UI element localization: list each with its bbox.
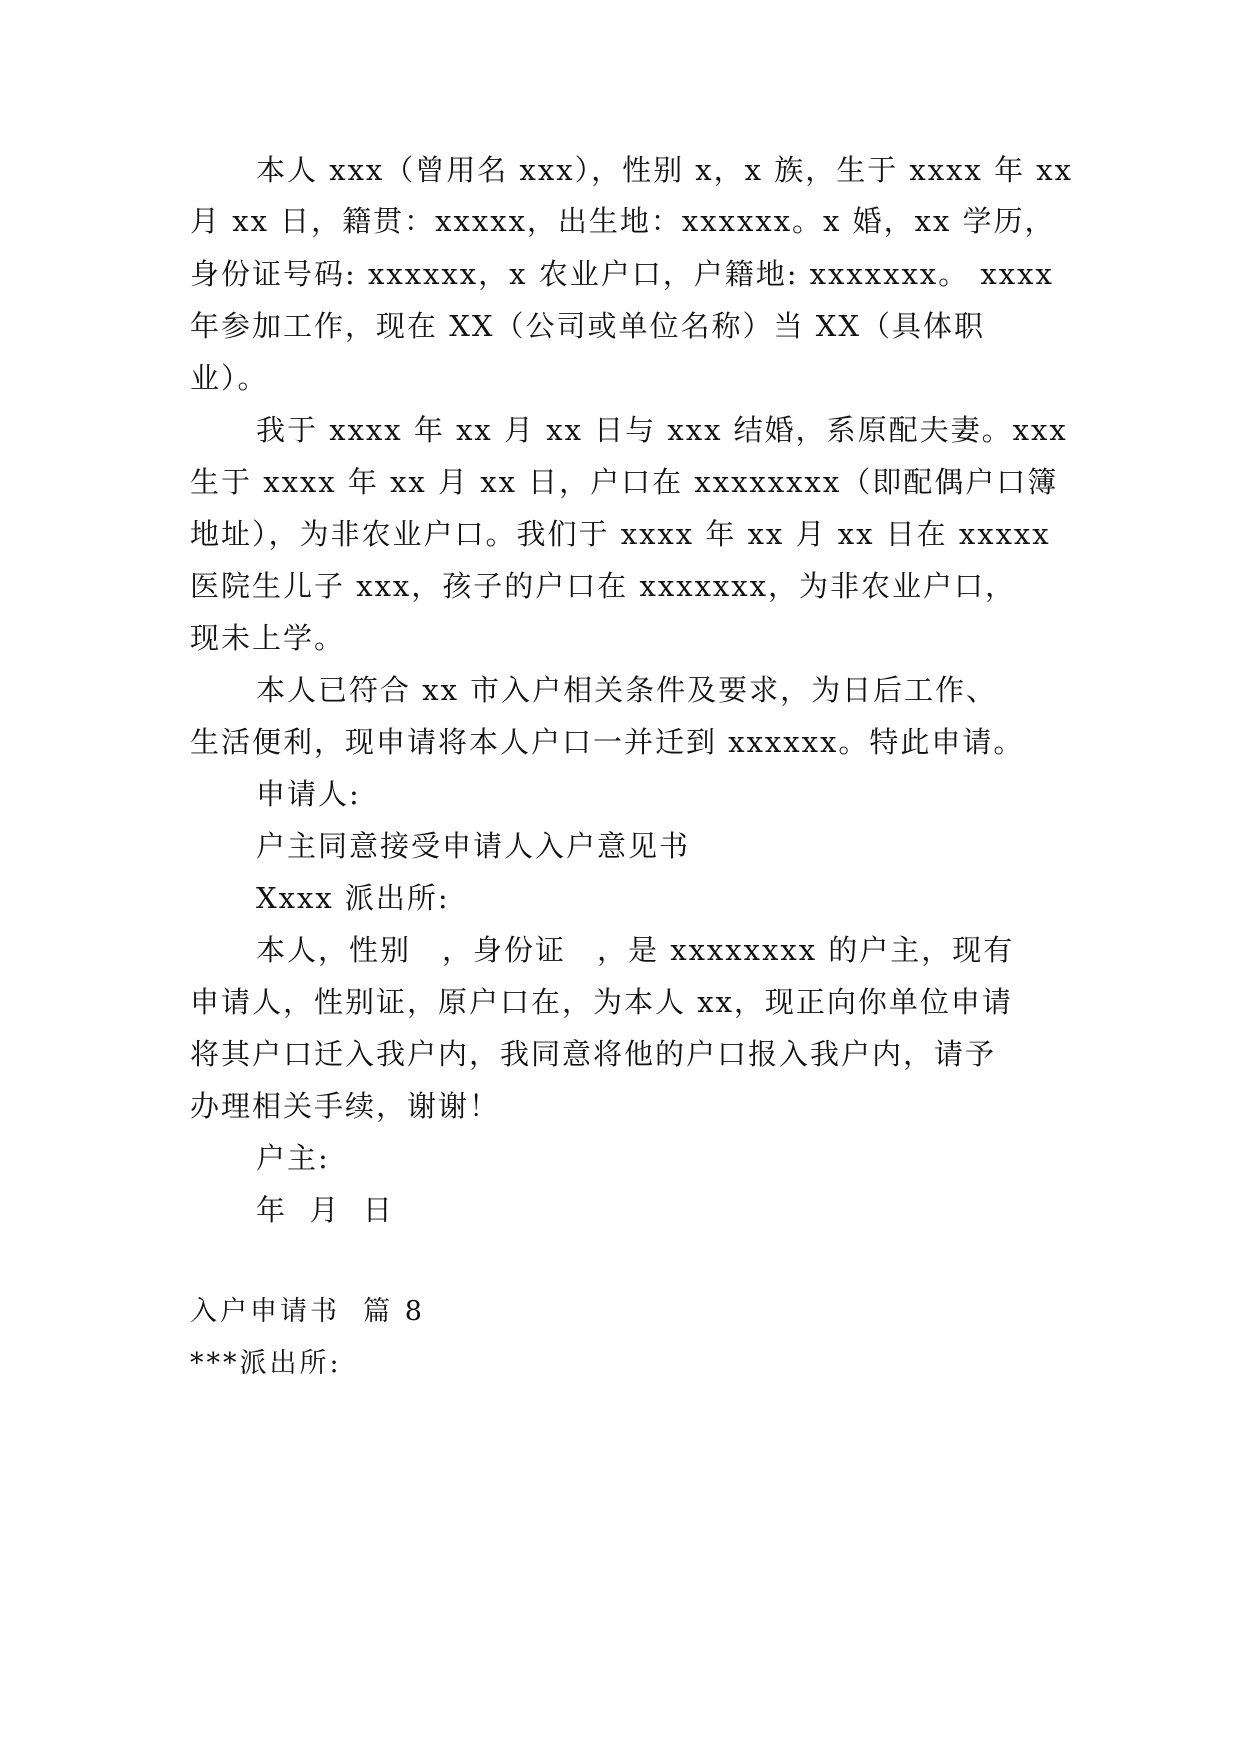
paragraph-2-line-4: 医院生儿子 xxx，孩子的户口在 xxxxxxx，为非农业户口， xyxy=(190,569,1016,603)
date-line: 年 月 日 xyxy=(256,1193,394,1227)
consent-title: 户主同意接受申请人入户意见书 xyxy=(256,829,691,863)
paragraph-1-line-2: 月 xx 日，籍贯：xxxxx，出生地：xxxxxx。x 婚，xx 学历， xyxy=(190,204,1056,238)
householder-label: 户主: xyxy=(256,1141,330,1175)
next-police-station-line: ***派出所: xyxy=(190,1348,342,1379)
paragraph-1-line-4: 年参加工作，现在 XX（公司或单位名称）当 XX（具体职 xyxy=(190,309,986,343)
paragraph-2-line-1: 我于 xxxx 年 xx 月 xx 日与 xxx 结婚，系原配夫妻。xxx xyxy=(256,413,1068,447)
paragraph-4-line-3: 将其户口迁入我户内，我同意将他的户口报入我户内，请予 xyxy=(190,1037,997,1071)
applicant-label: 申请人: xyxy=(256,777,361,811)
paragraph-1-line-3: 身份证号码: xxxxxx，x 农业户口，户籍地: xxxxxxx。 xxxx xyxy=(190,257,1054,291)
police-station-line: Xxxx 派出所: xyxy=(256,881,450,915)
paragraph-3-line-2: 生活便利，现申请将本人户口一并迁到 xxxxxx。特此申请。 xyxy=(190,725,1025,759)
paragraph-4-line-1: 本人，性别 ，身份证 ，是 xxxxxxxx 的户主，现有 xyxy=(256,933,1015,967)
section-heading: 入户申请书 篇 8 xyxy=(190,1296,425,1327)
paragraph-4-line-2: 申请人，性别证，原户口在，为本人 xx，现正向你单位申请 xyxy=(190,985,1013,1019)
paragraph-2-line-5: 现未上学。 xyxy=(190,621,346,655)
paragraph-2-line-3: 地址），为非农业户口。我们于 xxxx 年 xx 月 xx 日在 xxxxx xyxy=(190,517,1051,551)
paragraph-3-line-1: 本人已符合 xx 市入户相关条件及要求，为日后工作、 xyxy=(256,673,998,707)
paragraph-1-line-5: 业）。 xyxy=(190,361,269,395)
paragraph-4-line-4: 办理相关手续，谢谢！ xyxy=(190,1089,501,1123)
paragraph-1-line-1: 本人 xxx（曾用名 xxx），性别 x，x 族，生于 xxxx 年 xx xyxy=(256,153,1073,187)
paragraph-2-line-2: 生于 xxxx 年 xx 月 xx 日，户口在 xxxxxxxx（即配偶户口簿 xyxy=(190,465,1059,499)
